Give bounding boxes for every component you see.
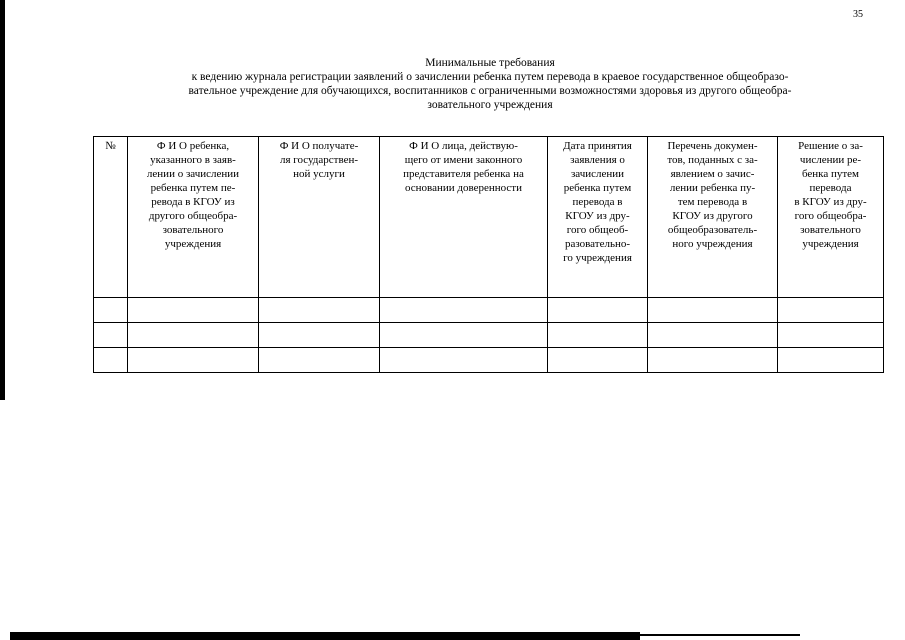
column-header-line: Дата принятия bbox=[563, 140, 632, 152]
table-cell-application-date bbox=[548, 323, 648, 348]
column-header-line: разовательно- bbox=[564, 238, 631, 250]
column-header-child-name bbox=[128, 137, 259, 298]
column-header-line: бенка путем bbox=[801, 168, 860, 180]
table-cell-application-date bbox=[548, 298, 648, 323]
table-body bbox=[94, 298, 884, 373]
table-cell-number bbox=[94, 298, 128, 323]
page-number: 35 bbox=[853, 9, 863, 20]
column-header-line: перевода bbox=[809, 182, 852, 194]
table-cell-child-name bbox=[128, 348, 259, 373]
column-header-line: Решение о за- bbox=[798, 140, 863, 152]
column-header-line: гого общеобра- bbox=[794, 210, 867, 222]
column-header-line: ребенка путем пе- bbox=[150, 182, 236, 194]
column-header-line: ного учреждения bbox=[672, 238, 753, 250]
table-cell-proxy-name bbox=[380, 348, 548, 373]
table-cell-enrollment-decision bbox=[778, 323, 884, 348]
table-cell-documents-list bbox=[648, 298, 778, 323]
table-cell-enrollment-decision bbox=[778, 348, 884, 373]
column-header-line: Ф И О получате- bbox=[279, 140, 359, 152]
column-header-line: тем перевода в bbox=[677, 196, 748, 208]
column-header-line: зовательного bbox=[800, 224, 861, 236]
column-header-line: гого общеоб- bbox=[566, 224, 629, 236]
column-header-proxy-name bbox=[380, 137, 548, 298]
table-cell-documents-list bbox=[648, 323, 778, 348]
table-cell-recipient-name bbox=[259, 298, 380, 323]
column-header-line: ной услуги bbox=[293, 168, 345, 180]
column-header-line: учреждения bbox=[164, 238, 222, 250]
table-cell-number bbox=[94, 323, 128, 348]
column-header-line: Перечень докумен- bbox=[667, 140, 758, 152]
column-header-documents-list bbox=[648, 137, 778, 298]
table-cell-number bbox=[94, 348, 128, 373]
table-cell-application-date bbox=[548, 348, 648, 373]
column-header-line: общеобразователь- bbox=[667, 224, 758, 236]
scan-edge-left bbox=[0, 0, 5, 400]
table-cell-documents-list bbox=[648, 348, 778, 373]
table-cell-enrollment-decision bbox=[778, 298, 884, 323]
column-header-line: ребенка путем bbox=[563, 182, 632, 194]
column-header-line: ревода в КГОУ из bbox=[151, 196, 235, 208]
column-header-line: указанного в заяв- bbox=[150, 154, 236, 166]
column-header-line: другого общеобра- bbox=[148, 210, 238, 222]
column-header-line: Ф И О ребенка, bbox=[156, 140, 230, 152]
column-header-line: учреждения bbox=[802, 238, 859, 250]
heading-line: вательное учреждение для обучающихся, воспитанников с ограниченными возможностями здоровья из другого общеобра- bbox=[188, 85, 792, 97]
table-cell-recipient-name bbox=[259, 348, 380, 373]
column-header-line: заявления о bbox=[570, 154, 625, 166]
table-cell-child-name bbox=[128, 298, 259, 323]
column-header-line: лении ребенка пу- bbox=[669, 182, 756, 194]
column-header-line: зовательного bbox=[162, 224, 224, 236]
column-header-line: го учреждения bbox=[563, 252, 632, 264]
heading-line: зовательного учреждения bbox=[427, 99, 553, 111]
column-header-line: лении о зачислении bbox=[146, 168, 240, 180]
column-header-line: Ф И О лица, действую- bbox=[409, 140, 518, 152]
heading-title: Минимальные требования bbox=[425, 57, 555, 69]
column-header-recipient-name bbox=[259, 137, 380, 298]
column-header-line: перевода в bbox=[572, 196, 623, 208]
column-header-line: тов, поданных с за- bbox=[667, 154, 758, 166]
table-row bbox=[94, 298, 884, 323]
column-header-line: КГОУ из другого bbox=[672, 210, 753, 222]
heading-line: к ведению журнала регистрации заявлений о зачислении ребенка путем перевода в краевое государственное общеобразо- bbox=[191, 71, 789, 83]
scan-edge-bottom bbox=[10, 632, 640, 640]
table-row bbox=[94, 323, 884, 348]
document-heading bbox=[95, 56, 885, 112]
column-header-line: явлением о зачис- bbox=[670, 168, 755, 180]
column-header-line: зачислении bbox=[570, 168, 625, 180]
table-cell-proxy-name bbox=[380, 298, 548, 323]
column-header-line: КГОУ из дру- bbox=[565, 210, 630, 222]
column-header-enrollment-decision bbox=[778, 137, 884, 298]
column-header-line: щего от имени законного bbox=[404, 154, 523, 166]
table-row bbox=[94, 348, 884, 373]
column-header-line: № bbox=[105, 140, 116, 152]
table-cell-recipient-name bbox=[259, 323, 380, 348]
column-header-line: ля государствен- bbox=[279, 154, 359, 166]
column-header-number bbox=[94, 137, 128, 298]
column-header-application-date bbox=[548, 137, 648, 298]
column-header-line: представителя ребенка на bbox=[403, 168, 524, 180]
column-header-line: в КГОУ из дру- bbox=[794, 196, 867, 208]
table-cell-child-name bbox=[128, 323, 259, 348]
register-table bbox=[93, 136, 884, 373]
column-header-line: основании доверенности bbox=[405, 182, 522, 194]
scan-edge-bottom-thin bbox=[640, 634, 800, 636]
table-header-row bbox=[94, 137, 884, 298]
table-cell-proxy-name bbox=[380, 323, 548, 348]
column-header-line: числении ре- bbox=[799, 154, 862, 166]
